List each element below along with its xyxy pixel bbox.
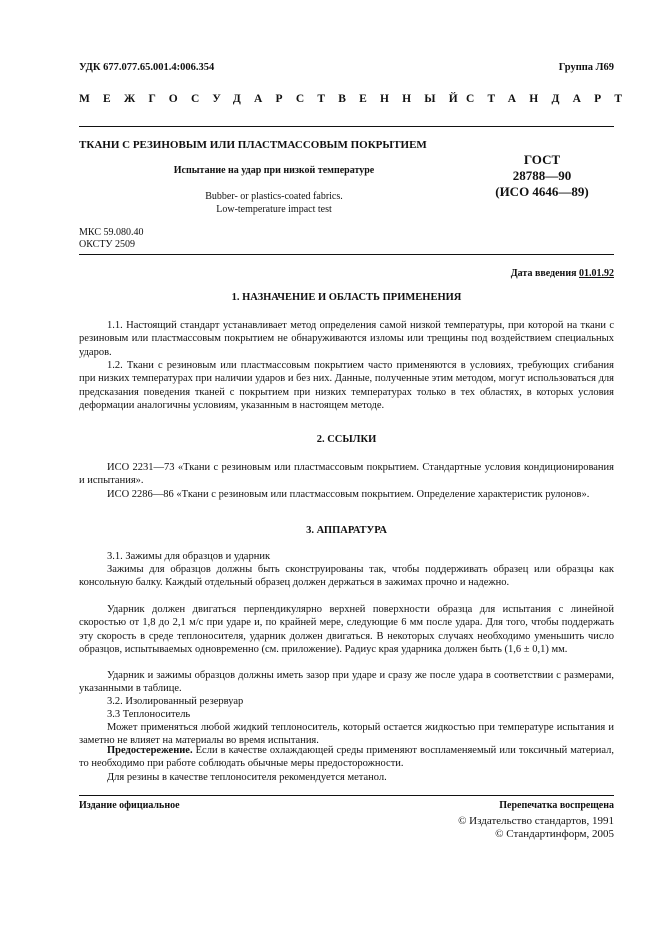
footer-rule <box>79 795 614 796</box>
introduction-date <box>511 268 614 279</box>
subsection-3-3: 3.3 Теплоноситель <box>107 709 191 720</box>
group-code: Группа Л69 <box>558 62 614 73</box>
subsection-3-1: 3.1. Зажимы для образцов и ударник <box>107 551 271 562</box>
warning-text: Если в качестве охлаждающей среды применяют воспламеняемый или токсичный материал, то необходимо при работе соблюдать обычные меры предосторожности. <box>79 745 614 770</box>
reference-iso-2286: ИСО 2286—86 «Ткани с резиновым или пластмассовым покрытием. Определение характеристик рулонов». <box>107 489 590 500</box>
paragraph-3-1-clearance: Ударник и зажимы образцов должны иметь зазор при ударе и сразу же после удара в соответствии с размерами, указанными в таблице. <box>79 670 614 695</box>
subsection-3-2: 3.2. Изолированный резервуар <box>107 696 244 707</box>
warning-paragraph <box>79 744 614 771</box>
paragraph-1-2: 1.2. Ткани с резиновым или пластмассовым покрытием часто применяются в условиях, требующих сгибания при низких температурах при наличии ударов и без них. Данные, полученные этим методом, могут использоваться для предсказания поведения тканей с покрытием при низких температурах только в тех областях, в которых условия деформации аналогичны условиям, указанным в настоящем методе. <box>79 360 614 412</box>
section-1-title: 1. НАЗНАЧЕНИЕ И ОБЛАСТЬ ПРИМЕНЕНИЯ <box>231 292 462 303</box>
paragraph-3-1-striker: Ударник должен двигаться перпендикулярно верхней поверхности образца для испытания с линейной скоростью от 1,8 до 2,1 м/с при ударе и, по крайней мере, следующие 6 мм после удара. Для того, чтобы поддержать эту скорость в среде теплоносителя, ударник должен двигаться. В некоторых случаях необходимо уменьшить число образцов, испытываемых одновременно (см. приложение). Радиус края ударника должен быть (1,6 ± 0,1) мм. <box>79 604 614 656</box>
gost-designation <box>470 152 614 200</box>
english-title-line-2: Low-temperature impact test <box>216 204 332 215</box>
standard-type-right: СТАНДАРТ <box>466 93 636 105</box>
udk-code: УДК 677.077.65.001.4:006.354 <box>79 62 215 73</box>
section-2-title: 2. ССЫЛКИ <box>316 434 377 445</box>
copyright-2005: © Стандартинформ, 2005 <box>495 828 614 840</box>
copyright-block <box>458 815 614 841</box>
document-title: ТКАНИ С РЕЗИНОВЫМ ИЛИ ПЛАСТМАССОВЫМ ПОКРЫТИЕМ <box>79 139 427 151</box>
header-rule <box>79 126 614 127</box>
section-3-title: 3. АППАРАТУРА <box>306 525 387 536</box>
gost-label: ГОСТ <box>523 152 561 167</box>
reprint-prohibited: Перепечатка воспрещена <box>499 800 614 811</box>
mks-code: МКС 59.080.40 <box>79 227 144 238</box>
paragraph-3-3-methanol: Для резины в качестве теплоносителя рекомендуется метанол. <box>107 772 387 783</box>
paragraph-3-1-clamps: Зажимы для образцов должны быть сконструированы так, чтобы поддерживать образец или образцы как консольную балку. Каждый отдельный образец должен держаться в зажимах прочно и надежно. <box>79 564 614 589</box>
iso-number: (ИСО 4646—89) <box>495 184 589 199</box>
document-subtitle: Испытание на удар при низкой температуре <box>173 165 375 176</box>
standard-type-left: МЕЖГОСУДАРСТВЕННЫЙ <box>79 93 471 105</box>
introduction-date-label: Дата введения <box>510 268 577 279</box>
introduction-date-value: 01.01.92 <box>579 268 614 279</box>
classification-codes <box>79 227 143 251</box>
warning-label: Предостережение. <box>107 745 193 756</box>
gost-number: 28788—90 <box>512 168 572 183</box>
paragraph-1-1: 1.1. Настоящий стандарт устанавливает метод определения самой низкой температуры, при которой на ткани с резиновым или пластмассовым покрытием не обнаруживаются изломы или трещины под воздействием специальных ударов. <box>79 320 614 358</box>
copyright-1991: © Издательство стандартов, 1991 <box>458 815 614 827</box>
english-title-line-1: Bubber- or plastics-coated fabrics. <box>205 191 343 202</box>
english-title <box>79 190 469 216</box>
official-edition: Издание официальное <box>79 800 180 811</box>
okstu-code: ОКСТУ 2509 <box>79 239 136 250</box>
reference-iso-2231: ИСО 2231—73 «Ткани с резиновым или пластмассовым покрытием. Стандартные условия кондиционирования и испытания». <box>79 462 614 487</box>
title-rule <box>79 254 614 255</box>
paragraph-3-3-medium: Может применяться любой жидкий теплоноситель, который остается жидкостью при температуре испытания и заметно не влияет на материалы во время испытания. <box>79 722 614 747</box>
